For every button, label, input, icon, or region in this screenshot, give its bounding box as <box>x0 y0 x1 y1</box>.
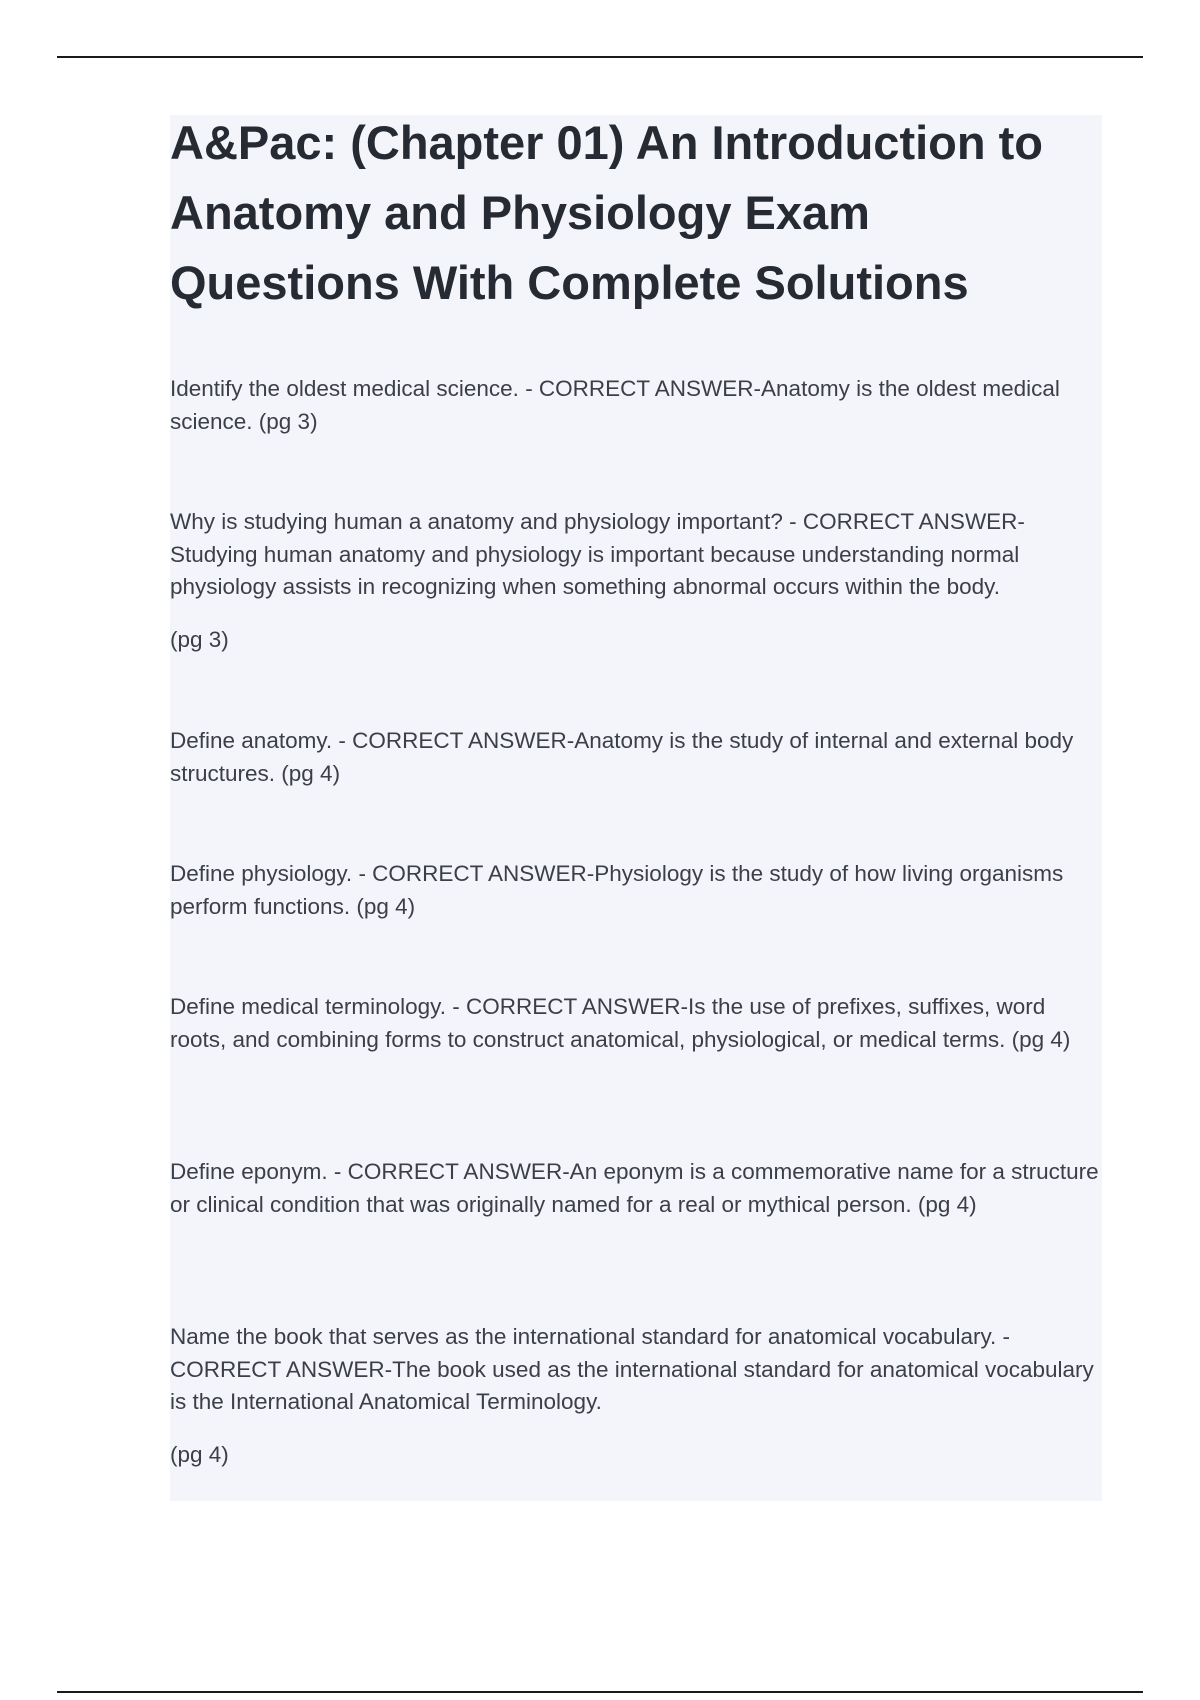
qa-item-7-page-ref: (pg 4) <box>170 1442 229 1467</box>
qa-item-7: Name the book that serves as the international standard for anatomical vocabulary. - CORRECT ANSWER-The book used as the international standard for anatomical vocabulary is the International Anatomical Terminology. <box>170 1324 1094 1414</box>
qa-item-3: Define anatomy. - CORRECT ANSWER-Anatomy is the study of internal and external body structures. (pg 4) <box>170 728 1074 786</box>
qa-item-6: Define eponym. - CORRECT ANSWER-An eponym is a commemorative name for a structure or clinical condition that was originally named for a real or mythical person. (pg 4) <box>170 1159 1099 1217</box>
document-title: A&Pac: (Chapter 01) An Introduction to Anatomy and Physiology Exam Questions With Complete Solutions <box>170 116 1043 309</box>
qa-item-5: Define medical terminology. - CORRECT ANSWER-Is the use of prefixes, suffixes, word roots, and combining forms to construct anatomical, physiological, or medical terms. (pg 4) <box>170 994 1071 1052</box>
qa-item-2: Why is studying human a anatomy and physiology important? - CORRECT ANSWER-Studying human anatomy and physiology is important because understanding normal physiology assists in recognizing when something abnormal occurs within the body. <box>170 509 1025 599</box>
content-panel <box>170 115 1102 1501</box>
qa-item-1: Identify the oldest medical science. - CORRECT ANSWER-Anatomy is the oldest medical science. (pg 3) <box>170 376 1060 434</box>
bottom-rule <box>57 1691 1143 1693</box>
top-rule <box>57 56 1143 58</box>
qa-item-2-page-ref: (pg 3) <box>170 627 229 652</box>
qa-item-4: Define physiology. - CORRECT ANSWER-Physiology is the study of how living organisms perform functions. (pg 4) <box>170 861 1064 919</box>
